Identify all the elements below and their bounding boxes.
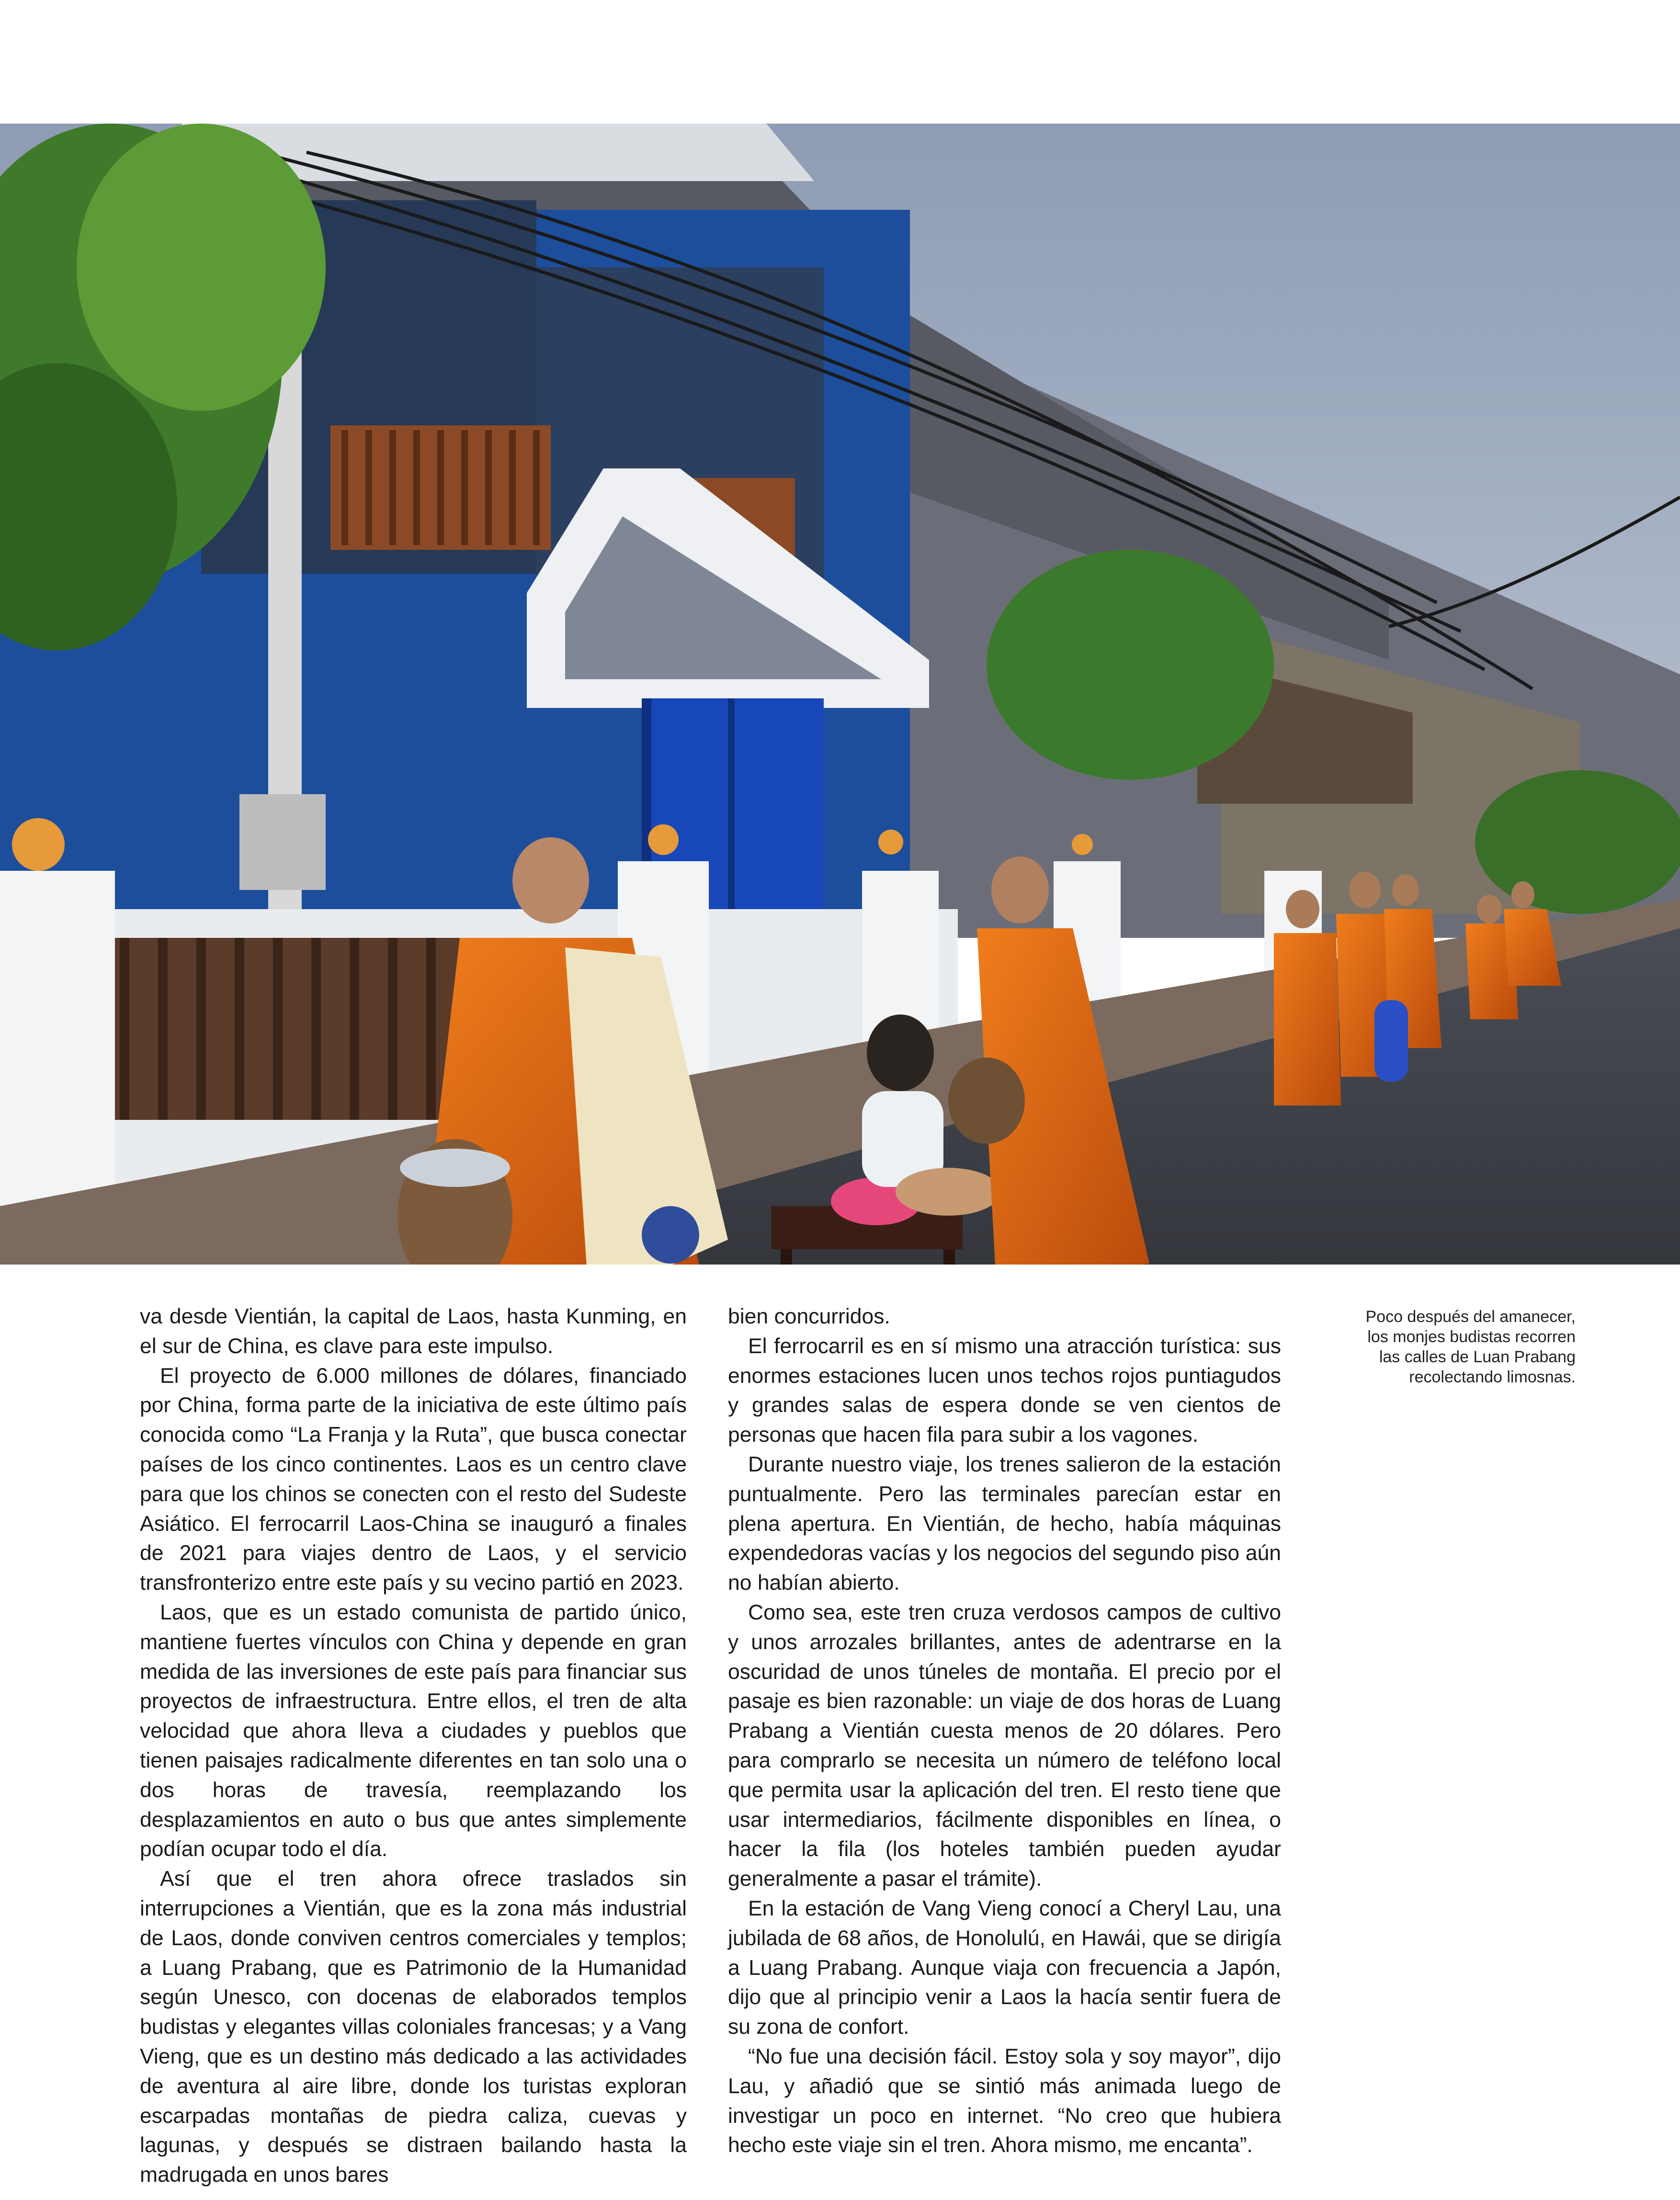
article-column-left xyxy=(140,1302,687,2190)
paragraph: va desde Vientián, la capital de Laos, hasta Kunming, en el sur de China, es clave para este impulso. xyxy=(140,1305,687,1358)
paragraph: El proyecto de 6.000 millones de dólares, financiado por China, forma parte de la iniciativa de este último país conocida como “La Franja y la Ruta”, que busca conectar países de los cinco continentes. Laos es un centro clave para que los chinos se conecten con el resto del Sudeste Asiático. El ferrocarril Laos-China se inauguró a finales de 2021 para viajes dentro de Laos, y el servicio transfronterizo entre este país y su vecino partió en 2023. xyxy=(140,1364,687,1595)
hero-photo xyxy=(0,124,1680,1265)
paragraph: Como sea, este tren cruza verdosos campos de cultivo y unos arrozales brillantes, antes de adentrarse en la oscuridad de unos túneles de montaña. El precio por el pasaje es bien razonable: un viaje de dos horas de Luang Prabang a Vientián cuesta menos de 20 dólares. Pero para comprarlo se necesita un número de teléfono local que permita usar la aplicación del tren. El resto tiene que usar intermediarios, fácilmente disponibles en línea, o hacer la fila (los hoteles también pueden ayudar generalmente a pasar el trámite). xyxy=(728,1600,1281,1891)
photo-monks-alms-street-icon xyxy=(0,124,1680,1265)
article-column-right xyxy=(728,1302,1281,2160)
paragraph: En la estación de Vang Vieng conocí a Cheryl Lau, una jubilada de 68 años, de Honolulú, en Hawái, que se dirigía a Luang Prabang. Aunque viaja con frecuencia a Japón, dijo que al principio venir a Laos la hacía sentir fuera de su zona de confort. xyxy=(728,1896,1281,2039)
paragraph: bien concurridos. xyxy=(728,1305,890,1328)
paragraph: Así que el tren ahora ofrece traslados sin interrupciones a Vientián, que es la zona más industrial de Laos, donde conviven centros comerciales y templos; a Luang Prabang, que es Patrimonio de la Humanidad según Unesco, con docenas de elaborados templos budistas y elegantes villas coloniales francesas; y a Vang Vieng, que es un destino más dedicado a las actividades de aventura al aire libre, donde los turistas exploran escarpadas montañas de piedra caliza, cuevas y lagunas, y después se distraen bailando hasta la madrugada en unos bares xyxy=(140,1867,687,2187)
photo-caption: Poco después del amanecer, los monjes budistas recorren las calles de Luan Prabang recolectando limosnas. xyxy=(1365,1308,1576,1386)
paragraph: Durante nuestro viaje, los trenes salieron de la estación puntualmente. Pero las terminales parecían estar en plena apertura. En Vientián, de hecho, había máquinas expendedoras vacías y los negocios del segundo piso aún no habían abierto. xyxy=(728,1452,1281,1595)
paragraph: “No fue una decisión fácil. Estoy sola y soy mayor”, dijo Lau, y añadió que se sintió más animada luego de investigar un poco en internet. “No creo que hubiera hecho este viaje sin el tren. Ahora mismo, me encanta”. xyxy=(728,2044,1281,2157)
paragraph: Laos, que es un estado comunista de partido único, mantiene fuertes vínculos con China y depende en gran medida de las inversiones de este país para financiar sus proyectos de infraestructura. Entre ellos, el tren de alta velocidad que ahora lleva a ciudades y pueblos que tienen paisajes radicalmente diferentes en tan solo una o dos horas de travesía, reemplazando los desplazamientos en auto o bus que antes simplemente podían ocupar todo el día. xyxy=(140,1600,687,1861)
paragraph: El ferrocarril es en sí mismo una atracción turística: sus enormes estaciones lucen unos techos rojos puntiagudos y grandes salas de espera donde se ven cientos de personas que hacen fila para subir a los vagones. xyxy=(728,1334,1281,1447)
